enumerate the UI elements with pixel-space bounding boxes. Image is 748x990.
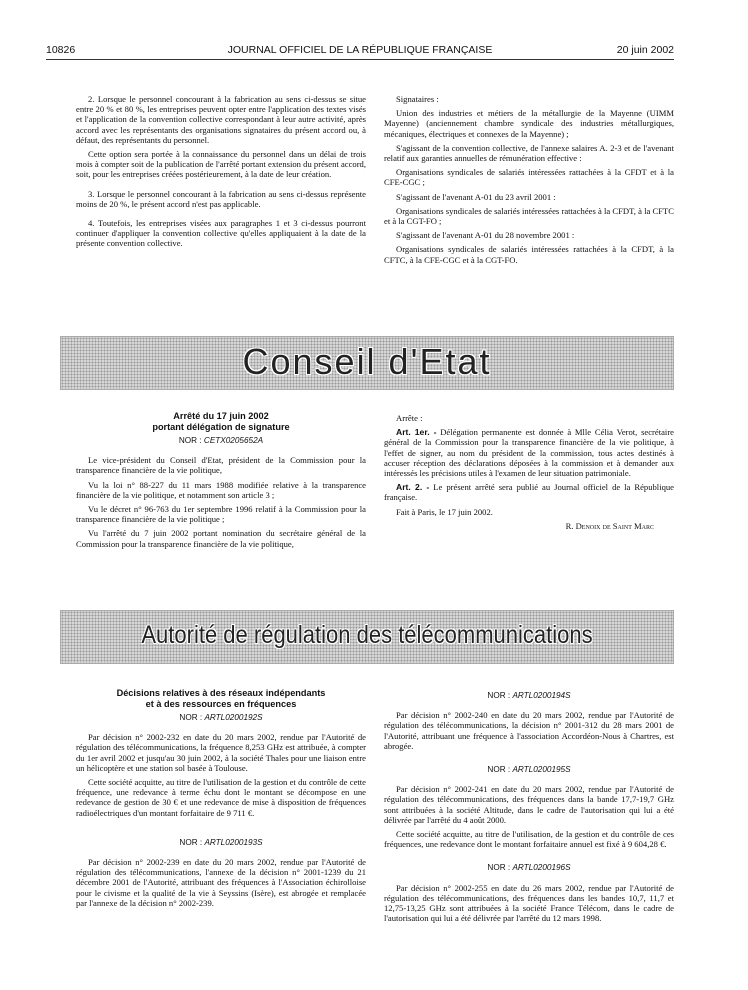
paragraph: Cette société acquitte, au titre de l'utilisation de la gestion et du contrôle de cette fréquence, une redevance à terme échu dont le montant se décompose en une redevance de gestion de 30 € et une redevance de mise à disposition de fréquences radioélectriques d'un montant forfaitaire de 9 711 €. [76, 777, 366, 818]
paragraph: Signataires : [396, 94, 439, 104]
arcep-left-column [76, 688, 366, 912]
paragraph: S'agissant de l'avenant A-01 du 28 novembre 2001 : [396, 230, 575, 241]
banner-title: Conseil d'Etat [242, 341, 492, 382]
paragraph: Par décision n° 2002-232 en date du 20 mars 2002, rendue par l'Autorité de régulation des télécommunications, la fréquence 8,253 GHz est attribuée, à compter du 1er avril 2002 et jusqu'au 30 juin 2002, à la société Thales pour une liaison entre un hélicoptère et une station sol basée à Toulouse. [76, 732, 366, 773]
page-header [46, 44, 674, 58]
paragraph: S'agissant de la convention collective, de l'annexe salaires A. 2-3 et de l'avenant relatif aux garanties annuelles de rémunération effective : [384, 142, 674, 164]
nor-reference: NOR : ARTL0200194S [487, 691, 571, 700]
decree-subtitle: portant délégation de signature [152, 422, 290, 432]
paragraph: Vu le décret n° 96-763 du 1er septembre 1996 relatif à la Commission pour la transparence financière de la vie politique ; [76, 504, 366, 525]
paragraph: S'agissant de l'avenant A-01 du 23 avril 2001 : [396, 191, 556, 202]
signature: R. Denoix de Saint Marc [565, 520, 654, 531]
paragraph: Organisations syndicales de salariés intéressées rattachées à la CFDT et à la CFE-CGC ; [384, 167, 674, 188]
paragraph: 3. Lorsque le personnel concourant à la fabrication au sens ci-dessus représente moins de 20 %, le présent accord n'est pas applicable. [76, 188, 366, 209]
paragraph: Union des industries et métiers de la métallurgie de la Mayenne (UIMM Mayenne) (anciennement chambre syndicale des industries métallurgiques, mécaniques, électriques et connexes de la Mayenne) ; [384, 108, 674, 139]
nor-reference: NOR : ARTL0200196S [487, 863, 571, 873]
arcep-right-column [384, 688, 674, 927]
paragraph: 4. Toutefois, les entreprises visées aux paragraphes 1 et 3 ci-dessus pourront continuer d'appliquer la convention collective qu'elles appliquaient à la date de la présente convention collective. [76, 218, 366, 249]
conseil-left-column [76, 411, 366, 553]
paragraph: Vu la loi n° 88-227 du 11 mars 1988 modifiée relative à la transparence financière de la vie politique, et notamment son article 3 ; [76, 479, 366, 500]
section-title: Décisions relatives à des réseaux indépendants [116, 688, 326, 698]
paragraph: Cette option sera portée à la connaissance du personnel dans un délai de trois mois à compter soit de la publication de l'arrêté portant extension du présent accord, soit, pour les entreprises créées postérieurement, à la date de leur création. [76, 149, 366, 180]
paragraph: Le vice-président du Conseil d'Etat, président de la Commission pour la transparence financière de la vie politique, [76, 455, 366, 476]
header-rule [46, 59, 674, 60]
paragraph: 2. Lorsque le personnel concourant à la fabrication au sens ci-dessus se situe entre 20 % et 80 %, les entreprises peuvent opter entre l'application des textes visés et l'application de la convention collective correspondant à leur autre activité, après accord avec les représentants des organisations signataires du présent accord ou, à défaut, des représentants du personnel. [76, 94, 366, 145]
section-subtitle: et à des ressources en fréquences [145, 699, 297, 709]
paragraph: Organisations syndicales de salariés intéressées rattachées à la CFDT, à la CFTC, à la CFE-CGC et à la CGT-FO. [384, 244, 674, 265]
nor-reference: NOR : CETX0205652A [178, 436, 264, 445]
page-number: 10826 [46, 44, 76, 56]
arrete-label: Arrête : [396, 413, 423, 423]
top-left-column [76, 94, 366, 253]
banner-title: Autorité de régulation des télécommunications [141, 621, 593, 649]
issue-date: 20 juin 2002 [616, 44, 674, 56]
section-banner-art [60, 610, 674, 664]
article-1: Art. 1er. - Délégation permanente est donnée à Mlle Célia Verot, secrétaire général de la Commission pour la transparence financière de la vie politique, à l'effet de signer, au nom du président de la commission, tous actes destinés à accuser réception des déclarations déposées à la commission et à demander aux intéressés les précisions utiles à l'examen de leur situation patrimoniale. [384, 427, 674, 479]
decree-title: Arrêté du 17 juin 2002 [173, 411, 269, 421]
article-2: Art. 2. - Le présent arrêté sera publié au Journal officiel de la République française. [384, 482, 674, 503]
paragraph: Cette société acquitte, au titre de l'utilisation, de la gestion et du contrôle de ces fréquences, une redevance dont le montant forfaitaire annuel est fixé à 9 604,28 €. [384, 829, 674, 850]
paragraph: Organisations syndicales de salariés intéressées rattachées à la CFDT, à la CFTC et à la CGT-FO ; [384, 205, 674, 227]
paragraph: Vu l'arrêté du 7 juin 2002 portant nomination du secrétaire général de la Commission pour la transparence financière de la vie politique, [76, 528, 366, 549]
paragraph: Par décision n° 2002-240 en date du 20 mars 2002, rendue par l'Autorité de régulation des télécommunications, la décision n° 2001-312 du 28 mars 2001 de l'Autorité, attribuant une fréquence à l'association Accordéon-Nous à Chartres, est abrogée. [384, 710, 674, 751]
nor-reference: NOR : ARTL0200193S [179, 837, 263, 847]
journal-title: JOURNAL OFFICIEL DE LA RÉPUBLIQUE FRANÇAISE [227, 44, 493, 56]
nor-reference: NOR : ARTL0200192S [179, 713, 263, 722]
paragraph: Par décision n° 2002-241 en date du 20 mars 2002, rendue par l'Autorité de régulation des télécommunications, des fréquences dans la bande 17,7-19,7 GHz sont attribuées à la société Altitude, dans le cadre de l'autorisation qui lui a été délivrée par l'arrêté du 4 août 2000. [384, 784, 674, 825]
top-right-column [384, 94, 674, 269]
section-banner-conseil-etat [60, 336, 674, 390]
nor-reference: NOR : ARTL0200195S [487, 765, 571, 775]
paragraph: Par décision n° 2002-239 en date du 20 mars 2002, rendue par l'Autorité de régulation des télécommunications, l'annexe de la décision n° 2001-1239 du 21 décembre 2001 de l'Autorité, attribuant des fréquences à l'Association échirolloise pour le civisme et la qualité de la vie à Seyssins (Isère), est abrogée et remplacée par l'annexe de la décision n° 2002-239. [76, 857, 366, 908]
paragraph: Par décision n° 2002-255 en date du 26 mars 2002, rendue par l'Autorité de régulation des télécommunications, des fréquences dans les bandes 10,7, 11,7 et 12,75-13,25 GHz sont attribuées à la société France Télécom, dans le cadre de l'autorisation qui lui a été délivrée par l'arrêté du 12 mars 1998. [384, 882, 674, 924]
fait-a-paris: Fait à Paris, le 17 juin 2002. [396, 506, 493, 517]
conseil-right-column [384, 413, 674, 531]
